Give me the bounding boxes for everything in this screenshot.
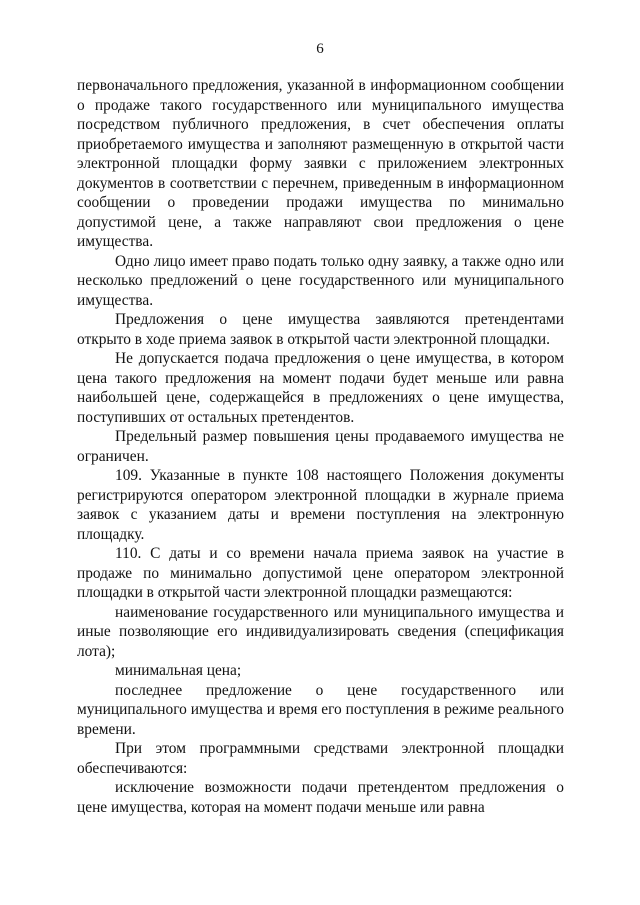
paragraph-2: Одно лицо имеет право подать только одну заявку, а также одно или несколько предложений о цене государственного или муниципального имущества. (77, 252, 564, 309)
paragraph-10: последнее предложение о цене государственного или муниципального имущества и время его поступления в режиме реального времени. (77, 681, 564, 738)
paragraph-7: 110. С даты и со времени начала приема заявок на участие в продаже по минимально допустимой цене оператором электронной площадки в открытой части электронной площадки размещаются: (77, 545, 564, 601)
paragraph-4: Не допускается подача предложения о цене имущества, в котором цена такого предложения на момент подачи будет меньше или равна наибольшей цене, содержащейся в предложениях о цене имущества, поступивших от остальных претендентов. (77, 350, 564, 426)
paragraph-6: 109. Указанные в пункте 108 настоящего Положения документы регистрируются оператором электронной площадки в журнале приема заявок с указанием даты и времени поступления на электронную площадку. (77, 467, 564, 543)
paragraph-11: При этом программными средствами электронной площадки обеспечиваются: (77, 740, 564, 777)
paragraph-12: исключение возможности подачи претендентом предложения о цене имущества, которая на момент подачи меньше или равна (77, 779, 564, 816)
paragraph-1: первоначального предложения, указанной в информационном сообщении о продаже такого государственного или муниципального имущества посредством публичного предложения, в счет обеспечения оплаты приобретаемого имущества и заполняют размещенную в открытой части электронной площадки форму заявки с приложением электронных документов в соответствии с перечнем, приведенным в информационном сообщении о проведении продажи имущества по минимально допустимой цене, а также направляют свои предложения о цене имущества. (77, 77, 564, 250)
paragraph-9: минимальная цена; (115, 662, 242, 679)
paragraph-5: Предельный размер повышения цены продаваемого имущества не ограничен. (77, 428, 564, 465)
paragraph-3: Предложения о цене имущества заявляются претендентами открыто в ходе приема заявок в открытой части электронной площадки. (77, 311, 564, 348)
document-body (77, 76, 564, 817)
paragraph-8: наименование государственного или муниципального имущества и иные позволяющие его индивидуализировать сведения (спецификация лота); (77, 603, 564, 660)
page-number: 6 (316, 41, 324, 57)
